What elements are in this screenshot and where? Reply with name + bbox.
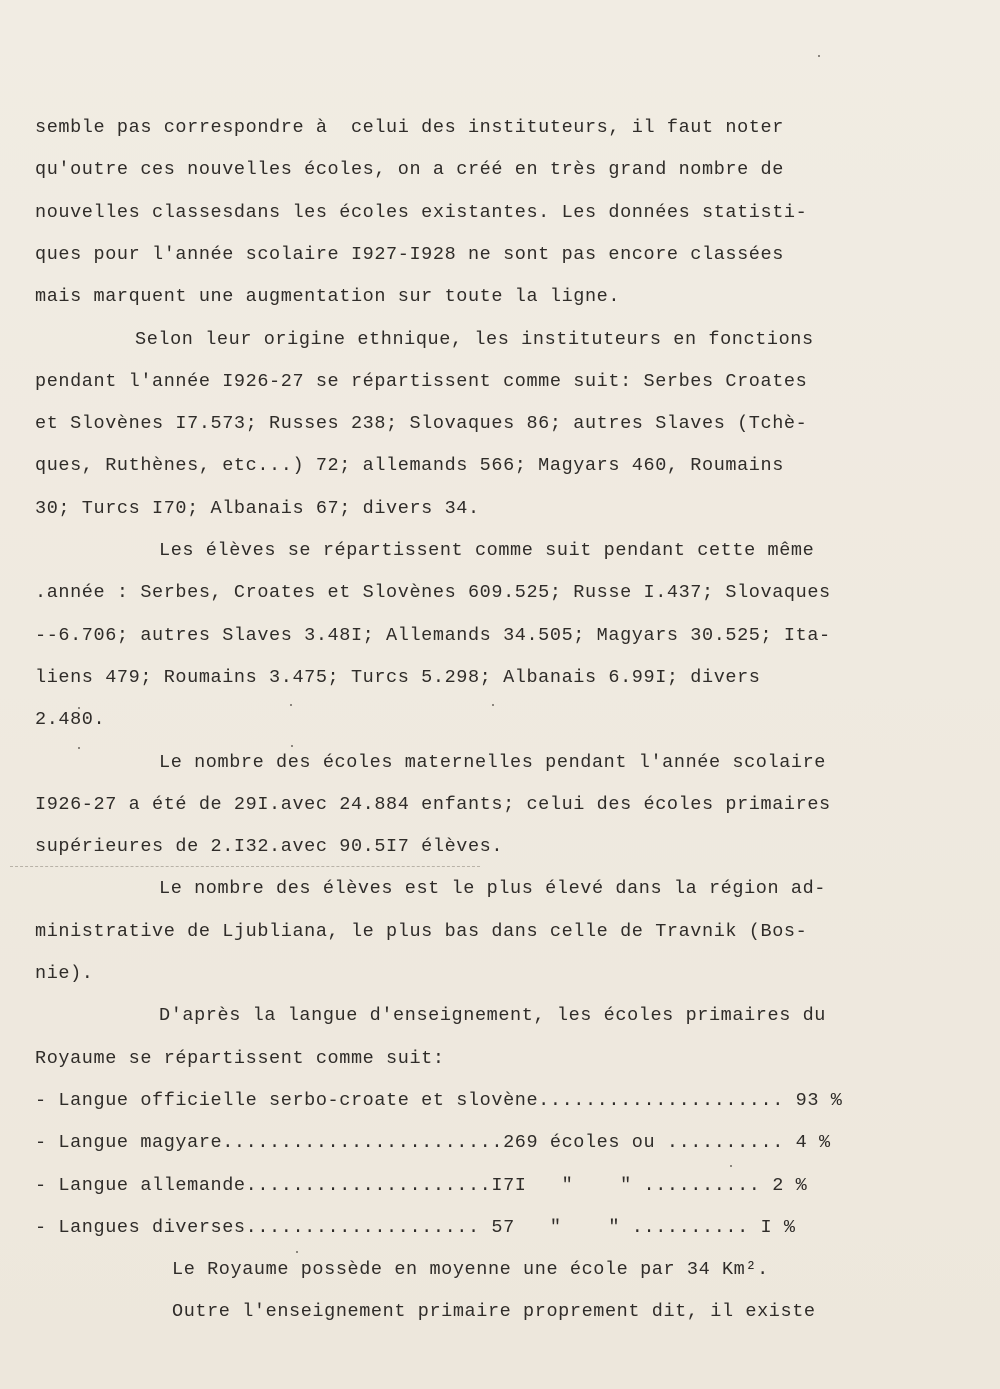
text-line: .année : Serbes, Croates et Slovènes 609.525; Russe I.437; Slovaques [35,582,831,603]
text-line: D'après la langue d'enseignement, les écoles primaires du [159,1005,827,1026]
text-line: et Slovènes I7.573; Russes 238; Slovaques 86; autres Slaves (Tchè- [35,413,808,434]
text-line: Le Royaume possède en moyenne une école par 34 Km². [172,1259,769,1280]
text-line: Les élèves se répartissent comme suit pendant cette même [159,540,815,561]
dashed-rule [10,866,480,867]
text-line: nie). [35,963,94,984]
text-line: - Langue allemande.....................I7I " " .......... 2 % [35,1175,808,1196]
text-line: mais marquent une augmentation sur toute la ligne. [35,286,621,307]
text-line: - Langue magyare........................269 écoles ou .......... 4 % [35,1132,831,1153]
text-line: - Langue officielle serbo-croate et slovène..................... 93 % [35,1090,843,1111]
ink-speck [296,1251,298,1253]
text-line: Le nombre des élèves est le plus élevé dans la région ad- [159,878,827,899]
text-line: ministrative de Ljubliana, le plus bas dans celle de Travnik (Bos- [35,921,808,942]
ink-speck [290,704,292,706]
text-line: ques pour l'année scolaire I927-I928 ne sont pas encore classées [35,244,784,265]
ink-speck [291,745,293,747]
ink-speck [78,707,80,709]
text-line: - Langues diverses.................... 57 " " .......... I % [35,1217,796,1238]
ink-speck [818,55,820,57]
text-line: I926-27 a été de 29I.avec 24.884 enfants; celui des écoles primaires [35,794,831,815]
text-line: ques, Ruthènes, etc...) 72; allemands 566; Magyars 460, Roumains [35,455,784,476]
text-line: supérieures de 2.I32.avec 90.5I7 élèves. [35,836,504,857]
ink-speck [730,1165,732,1167]
ink-speck [492,704,494,706]
text-line: Selon leur origine ethnique, les instituteurs en fonctions [135,329,814,350]
text-line: liens 479; Roumains 3.475; Turcs 5.298; Albanais 6.99I; divers [35,667,761,688]
text-line: 2.480. [35,709,106,730]
text-line: semble pas correspondre à celui des instituteurs, il faut noter [35,117,784,138]
text-line: nouvelles classesdans les écoles existantes. Les données statisti- [35,202,808,223]
ink-speck [78,747,80,749]
text-line: Royaume se répartissent comme suit: [35,1048,445,1069]
text-line: qu'outre ces nouvelles écoles, on a créé en très grand nombre de [35,159,784,180]
text-line: pendant l'année I926-27 se répartissent comme suit: Serbes Croates [35,371,808,392]
text-line: --6.706; autres Slaves 3.48I; Allemands 34.505; Magyars 30.525; Ita- [35,625,831,646]
text-line: Le nombre des écoles maternelles pendant l'année scolaire [159,752,827,773]
text-line: 30; Turcs I70; Albanais 67; divers 34. [35,498,480,519]
text-line: Outre l'enseignement primaire proprement dit, il existe [172,1301,816,1322]
